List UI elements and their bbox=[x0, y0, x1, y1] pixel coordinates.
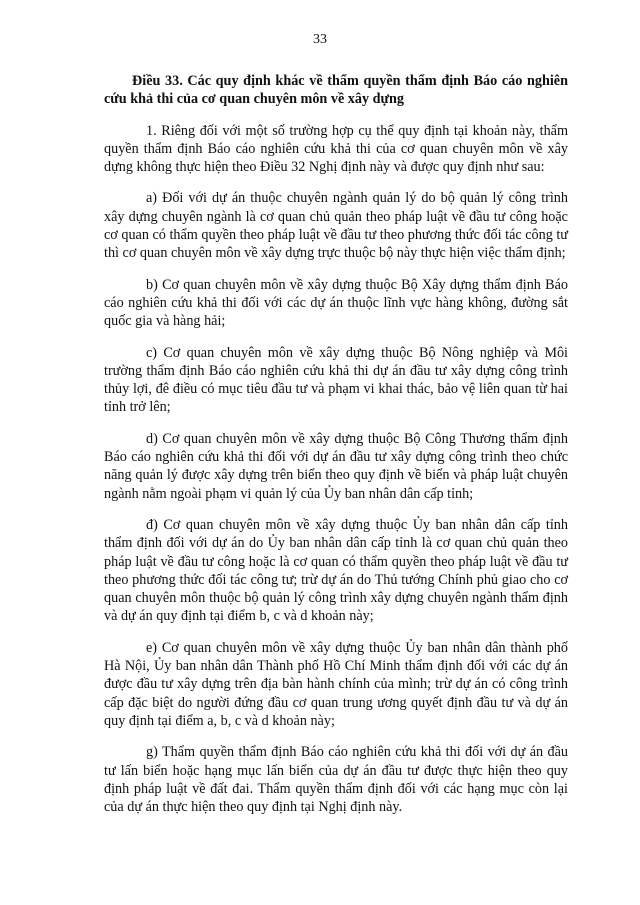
paragraph-clause-1: 1. Riêng đối với một số trường hợp cụ thể quy định tại khoản này, thẩm quyền thẩm định Báo cáo nghiên cứu khả thi của cơ quan chuyên môn về xây dựng không thực hiện theo Điều 32 Nghị định này và được quy định như sau: bbox=[104, 122, 568, 176]
paragraph-point-e: e) Cơ quan chuyên môn về xây dựng thuộc Ủy ban nhân dân thành phố Hà Nội, Ủy ban nhân dân Thành phố Hồ Chí Minh thẩm định đối với các dự án được đầu tư xây dựng trên địa bàn hành chính của mình; trừ dự án có công trình cấp đặc biệt do người đứng đầu cơ quan trung ương quyết định đầu tư và dự án quy định tại điểm a, b, c và d khoản này; bbox=[104, 639, 568, 729]
paragraph-point-c: c) Cơ quan chuyên môn về xây dựng thuộc Bộ Nông nghiệp và Môi trường thẩm định Báo cáo nghiên cứu khả thi dự án đầu tư xây dựng công trình thủy lợi, đê điều có mục tiêu đầu tư và phạm vi khai thác, bảo vệ liên quan từ hai tỉnh trở lên; bbox=[104, 344, 568, 416]
paragraph-point-d: d) Cơ quan chuyên môn về xây dựng thuộc Bộ Công Thương thẩm định Báo cáo nghiên cứu khả thi đối với dự án đầu tư xây dựng công trình theo chức năng quản lý được xây dựng trên biển theo quy định về biển và pháp luật chuyên ngành nằm ngoài phạm vi quản lý của Ủy ban nhân dân cấp tỉnh; bbox=[104, 430, 568, 502]
paragraph-point-a: a) Đối với dự án thuộc chuyên ngành quản lý do bộ quản lý công trình xây dựng chuyên ngành là cơ quan chủ quản theo pháp luật về đầu tư công hoặc cơ quan có thẩm quyền theo pháp luật về đầu tư theo phương thức đối tác công tư thì cơ quan chuyên môn về xây dựng trực thuộc bộ này thực hiện việc thẩm định; bbox=[104, 190, 568, 262]
paragraph-point-g: g) Thẩm quyền thẩm định Báo cáo nghiên cứu khả thi đối với dự án đầu tư lấn biển hoặc hạng mục lấn biển của dự án đầu tư được thực hiện theo quy định pháp luật về đất đai. Thẩm quyền thẩm định đối với các hạng mục còn lại của dự án thực hiện theo quy định tại Nghị định này. bbox=[104, 744, 568, 816]
page-number: 33 bbox=[313, 32, 327, 47]
article-body bbox=[104, 72, 568, 829]
paragraph-point-b: b) Cơ quan chuyên môn về xây dựng thuộc Bộ Xây dựng thẩm định Báo cáo nghiên cứu khả thi đối với các dự án thuộc lĩnh vực hàng không, đường sắt quốc gia và hàng hải; bbox=[104, 276, 568, 330]
article-title: Điều 33. Các quy định khác về thẩm quyền thẩm định Báo cáo nghiên cứu khả thi của cơ quan chuyên môn về xây dựng bbox=[104, 73, 568, 108]
paragraph-point-dd: đ) Cơ quan chuyên môn về xây dựng thuộc Ủy ban nhân dân cấp tỉnh thẩm định đối với dự án do Ủy ban nhân dân cấp tỉnh là cơ quan chủ quản theo pháp luật về đầu tư công hoặc là cơ quan có thẩm quyền theo pháp luật về đầu tư theo phương thức đối tác công tư; trừ dự án do Thủ tướng Chính phủ giao cho cơ quan chuyên môn thuộc bộ quản lý công trình xây dựng chuyên ngành thẩm định và dự án quy định tại điểm b, c và d khoản này; bbox=[104, 516, 568, 625]
